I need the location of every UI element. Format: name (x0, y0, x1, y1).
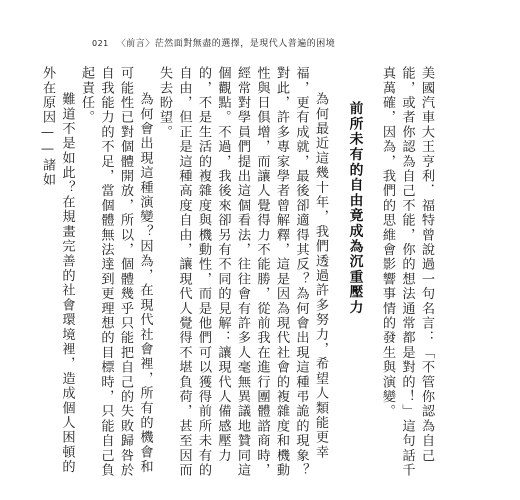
paragraph-2: 為何會出現這種演變？因為，在現代社會裡，所有的機會和可能性已對個體開放，所以，個體幾乎只能把自己的失敗歸咎於自我能力的不足，當個體無法達到更理想的目標時，只能自己負起責任。 (79, 66, 153, 478)
body-text (38, 66, 437, 486)
section-heading: 前所未有的自由竟成為沉重壓力 (346, 100, 363, 315)
page-number: 021 (92, 39, 109, 48)
chapter-title: 〈前言〉茫然面對無盡的選擇，是現代人普遍的困境 (116, 39, 336, 49)
paragraph-1: 為何最近這幾十年，我們透過許多努力，希望人類能更幸福，更有成就，最後卻適得其反？為何會出現這種弔詭的現象？對此，許多專家學者曾解釋，這是因為現代社會的複雜度和機動性與日俱增，而讓人覺得力不能勝，從前我在進行團體諮商時，經常對學員們提出這個看法，往往會有許多人毫無異議地贊同這個觀點。不過，我後來卻另有不同的見解：讓現代人備感壓力的，不是生活的複雜度與機動性，而是他們可以獲得前所未有的自由，但正是這種高度自由，讓現代人覺得不堪負荷，甚至因而失去盼望。 (157, 66, 328, 478)
paragraph-3: 難道不是如此？在規畫完善的社會環境裡，造成個人困頓的外在原因——諸如 (40, 66, 75, 475)
running-header (92, 36, 335, 49)
paragraph-quote: 美國汽車大王亨利．福特曾說過一句名言：「不管你認為自己能，或者你認為自己不能，你的想法通常都是對的！」這句話千真萬確，因為，我們的思維會影響事情的發生與演變。 (380, 66, 434, 478)
